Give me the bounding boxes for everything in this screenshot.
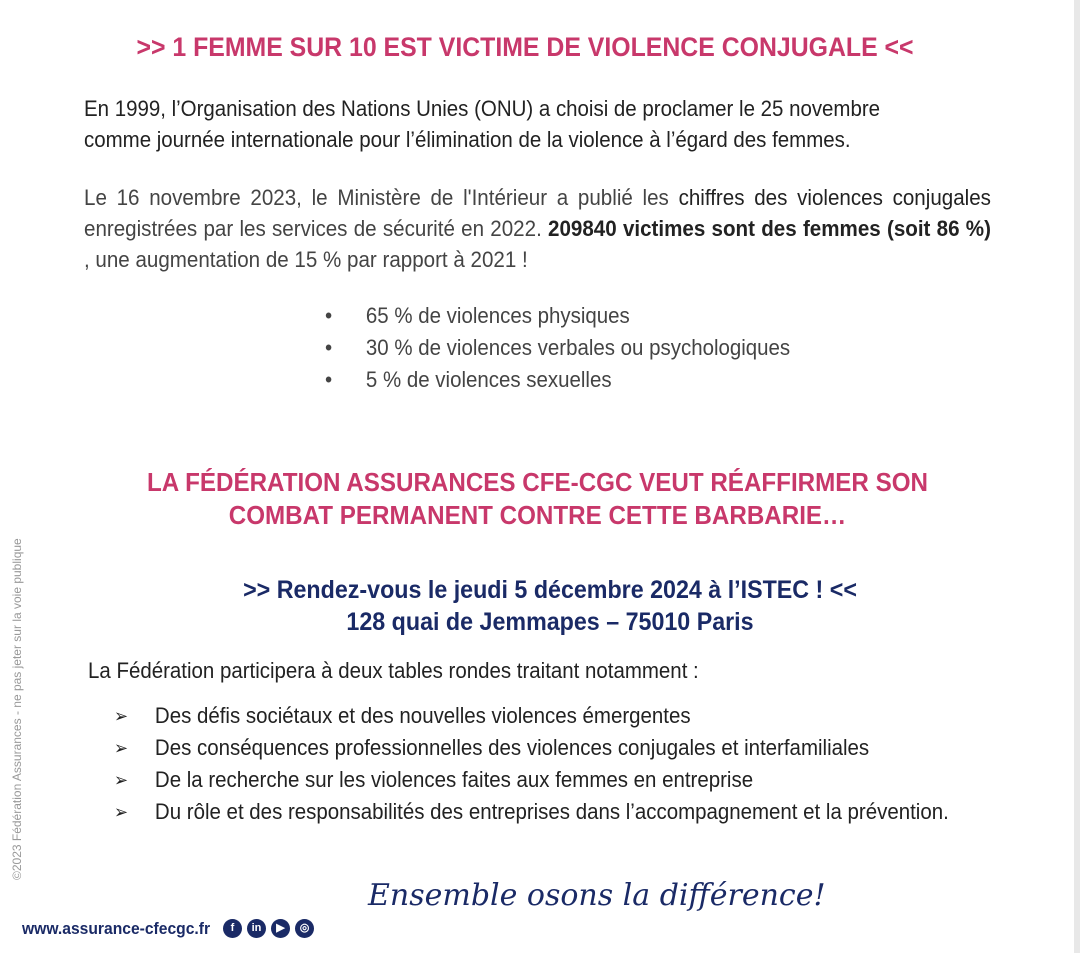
para2-part2: chiffres des violences conjugales	[678, 185, 991, 210]
intro-paragraph: En 1999, l’Organisation des Nations Unies (ONU) a choisi de proclamer le 25 novembre comme journée internationale pour l’élimination de la violence à l’égard des femmes.	[84, 96, 881, 152]
federation-headline: LA FÉDÉRATION ASSURANCES CFE-CGC VEUT RÉAFFIRMER SON COMBAT PERMANENT CONTRE CETTE BARBARIE…	[147, 467, 928, 530]
social-links	[223, 919, 314, 938]
copyright-note: ©2023 Fédération Assurances - ne pas jeter sur la voie publique	[10, 538, 24, 880]
list-item: ➢ Des conséquences professionnelles des violences conjugales et interfamiliales	[114, 732, 949, 764]
list-item: ➢ De la recherche sur les violences faites aux femmes en entreprise	[114, 764, 949, 796]
violence-stats-list	[325, 300, 790, 396]
statistics-paragraph	[84, 182, 991, 275]
youtube-icon[interactable]: ▶	[271, 919, 290, 938]
list-item: • 65 % de violences physiques	[325, 300, 790, 332]
list-item: • 30 % de violences verbales ou psychologiques	[325, 332, 790, 364]
topics-list	[114, 700, 949, 828]
arrow-bullet-icon: ➢	[114, 770, 129, 790]
website-link[interactable]: www.assurance-cfecgc.fr	[22, 919, 211, 938]
page-title: >> 1 FEMME SUR 10 EST VICTIME DE VIOLENCE CONJUGALE <<	[136, 32, 914, 62]
event-date: >> Rendez-vous le jeudi 5 décembre 2024 à l’ISTEC ! <<	[243, 576, 857, 604]
bullet-icon: •	[325, 303, 333, 328]
arrow-bullet-icon: ➢	[114, 738, 129, 758]
list-item: ➢ Des défis sociétaux et des nouvelles violences émergentes	[114, 700, 949, 732]
round-tables-intro: La Fédération participera à deux tables rondes traitant notamment :	[88, 658, 699, 683]
para2-part1: Le 16 novembre 2023, le Ministère de l'Intérieur a publié les	[84, 185, 679, 210]
para2-part3: enregistrées par les services de sécurité en 2022.	[84, 216, 549, 241]
para2-part4: , une augmentation de 15 % par rapport à 2021 !	[84, 247, 528, 272]
bullet-icon: •	[325, 335, 333, 360]
arrow-bullet-icon: ➢	[114, 706, 129, 726]
bullet-icon: •	[325, 367, 333, 392]
facebook-icon[interactable]: f	[223, 919, 242, 938]
victims-highlight: 209840 victimes sont des femmes (soit 86 %)	[548, 216, 991, 241]
arrow-bullet-icon: ➢	[114, 802, 129, 822]
instagram-icon[interactable]: ◎	[295, 919, 314, 938]
linkedin-icon[interactable]: in	[247, 919, 266, 938]
event-address: 128 quai de Jemmapes – 75010 Paris	[346, 608, 754, 636]
slogan: Ensemble osons la différence!	[368, 878, 826, 913]
list-item: • 5 % de violences sexuelles	[325, 364, 790, 396]
page-edge	[1074, 0, 1080, 953]
event-announcement	[39, 574, 1062, 638]
list-item: ➢ Du rôle et des responsabilités des entreprises dans l’accompagnement et la prévention.	[114, 796, 949, 828]
